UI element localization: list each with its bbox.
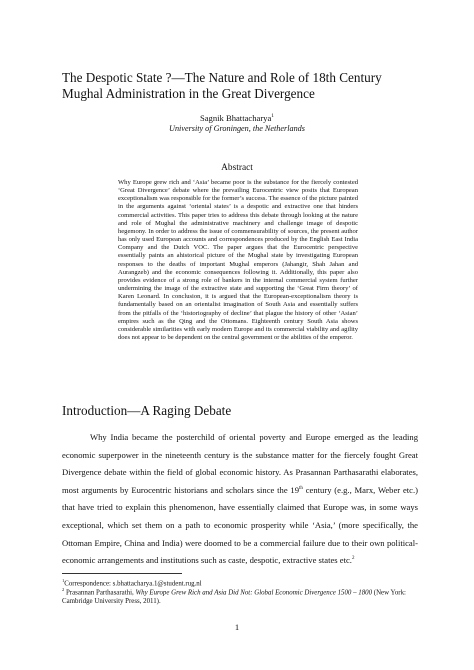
paper-title: The Despotic State ?—The Nature and Role of 18th Century Mughal Administration in the Great Divergence [62, 70, 382, 101]
ordinal-superscript: th [299, 485, 303, 491]
body-paragraph [62, 429, 418, 570]
abstract-text: Why Europe grew rich and ‘Asia’ became poor is the substance for the fiercely contested ‘Great Divergence’ debate where the prevailing Eurocentric view posits that European exceptionalism was responsible for the former’s success. The essence of the picture painted in the arguments against ‘oriental states’ is a despotic and extractive one that hinders commercial activities. This paper tries to address this debate through looking at the nature and role of Mughal the administrative machinery and challenge image of despotic hegemony. In order to address the issue of commensurability of sources, the present author has only used European accounts and correspondences produced by the English East India Company and the Dutch VOC. The paper argues that the Eurocentric perspective essentially paints an ahistorical picture of the Mughal state by investigating European responses to the deaths of important Mughal emperors (Jahangir, Shah Jahan and Aurangzeb) and the economic consequences following it. Additionally, this paper also provides evidence of a strong role of bankers in the internal commercial system further undermining the image of the extractive state and supporting the ‘Great Firm theory’ of Karen Leonard. In conclusion, it is argued that the European-exceptionalism theory is fundamentally based on an orientalist imagination of South Asia and essentially suffers from the pitfalls of the ‘historiography of decline’ that plague the history of other ‘Asian’ empires such as the Qing and the Ottomans. Eighteenth century South Asia shows considerable similarities with early modern Europe and its commercial viability and agility does not appear to be dependent on the central government or the abilities of the emperor. [118, 179, 358, 341]
footnote-2-mark: 2 [62, 587, 65, 592]
footnote-ref-2: 2 [351, 556, 355, 562]
footnote-1-mark: 1 [62, 578, 65, 583]
author-affiliation: University of Groningen, the Netherlands [169, 124, 305, 133]
footnote-2 [62, 586, 418, 606]
body-text-part2: century (e.g., Marx, Weber etc.) that have tried to explain this phenomenon, have essentially claimed that Europe was, in some ways exceptional, which set them on a path to economic prosperity while ‘Asia,’ (more specifically, the Ottoman Empire, China and India) were doomed to be a commercial failure due to their own political-economic arrangements and institutions such as caste, despotic, extractive states etc. [62, 484, 418, 566]
footnote-2-book-title: Why Europe Grew Rich and Asia Did Not: Global Economic Divergence 1500 – 1800 [135, 589, 373, 597]
footnote-2-text-post: (New York: Cambridge University Press, 2011). [62, 589, 406, 605]
footnote-2-text-pre: Prasannan Parthasarathi, [64, 589, 136, 597]
author-line [0, 111, 474, 124]
abstract-heading: Abstract [221, 163, 253, 173]
author-footnote-mark: 1 [271, 113, 275, 119]
author-name: Sagnik Bhattacharya [199, 112, 272, 123]
section-heading: Introduction—A Raging Debate [62, 403, 232, 418]
page-number: 1 [234, 622, 240, 632]
body-text-part1: Why India became the posterchild of oriental poverty and Europe emerged as the leading economic superpower in the nineteenth century is the substance matter for the fiercely fought Great Divergence debate within the field of global economic history. As Prasannan Parthasarathi elaborates, most arguments by Eurocentric historians and scholars since the 19 [62, 432, 418, 495]
footnote-divider [62, 573, 182, 574]
footnote-1-text: Correspondence: s.bhattacharya.1@student.rug.nl [64, 580, 202, 588]
